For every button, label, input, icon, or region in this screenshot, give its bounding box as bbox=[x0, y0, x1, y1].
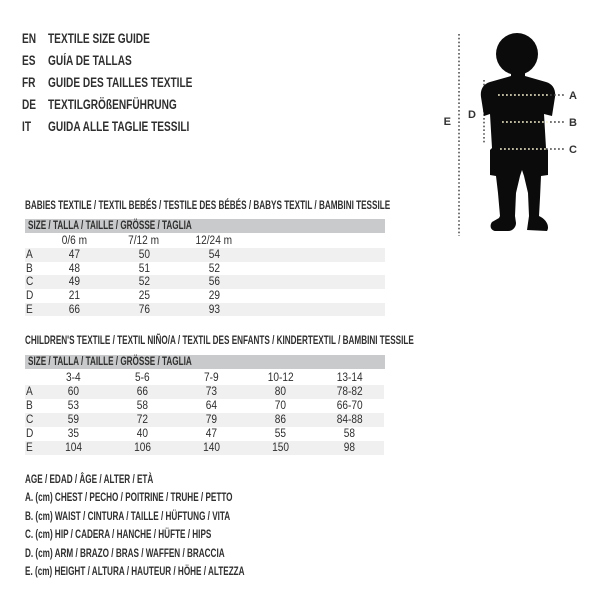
measure-label-chest: A bbox=[569, 90, 577, 102]
cell-value: 66 bbox=[68, 303, 80, 316]
cell-value: 79 bbox=[205, 414, 218, 426]
measure-label-arm: D bbox=[468, 109, 476, 121]
row-label: D bbox=[26, 289, 34, 302]
column-header: 10-12 bbox=[267, 372, 294, 384]
language-label: GUIDA ALLE TAGLIE TESSILI bbox=[48, 119, 190, 134]
cell-value: 104 bbox=[65, 442, 82, 454]
legend-age: AGE / EDAD / ÂGE / ALTER / ETÀ bbox=[25, 472, 154, 486]
cell-value: 52 bbox=[138, 276, 150, 289]
legend-item-chest: A. (cm) CHEST / PECHO / POITRINE / TRUHE / PETTO bbox=[25, 490, 233, 505]
cell-value: 60 bbox=[67, 386, 80, 398]
cell-value: 70 bbox=[274, 400, 287, 412]
column-header: 5-6 bbox=[135, 372, 150, 384]
column-header: 13-14 bbox=[336, 372, 363, 384]
table-row bbox=[25, 385, 384, 399]
legend-item-hip: C. (cm) HIP / CADERA / HANCHE / HÜFTE / HIPS bbox=[25, 527, 212, 542]
cell-value: 66 bbox=[136, 386, 149, 398]
language-label: GUÍA DE TALLAS bbox=[48, 53, 132, 68]
language-label: TEXTILGRÖßENFÜHRUNG bbox=[48, 97, 177, 112]
babies-section-heading: BABIES TEXTILE / TEXTIL BEBÉS / TESTILE DES BÉBÉS / BABYS TEXTIL / BAMBINI TESSILE bbox=[25, 198, 391, 212]
row-label: C bbox=[26, 276, 34, 289]
cell-value: 72 bbox=[136, 414, 149, 426]
cell-value: 93 bbox=[208, 303, 220, 316]
list-item bbox=[22, 94, 241, 116]
measure-label-waist: B bbox=[569, 117, 577, 129]
cell-value: 25 bbox=[138, 289, 150, 302]
cell-value: 150 bbox=[272, 442, 289, 454]
cell-value: 47 bbox=[68, 248, 80, 261]
babies-size-table bbox=[25, 234, 385, 316]
cell-value: 84-88 bbox=[336, 414, 363, 426]
cell-value: 29 bbox=[208, 289, 220, 302]
table-row bbox=[25, 441, 384, 455]
cell-value: 98 bbox=[343, 442, 356, 454]
cell-value: 64 bbox=[205, 400, 218, 412]
column-header: 12/24 m bbox=[195, 235, 233, 247]
cell-value: 35 bbox=[67, 428, 80, 440]
list-item bbox=[22, 50, 241, 72]
table-row bbox=[25, 413, 384, 427]
language-code: ES bbox=[22, 53, 36, 68]
language-code: IT bbox=[22, 119, 31, 134]
babies-size-bar-label: SIZE / TALLA / TAILLE / GRÖSSE / TAGLIA bbox=[28, 218, 192, 232]
cell-value: 58 bbox=[136, 400, 149, 412]
language-list bbox=[22, 28, 241, 138]
table-row bbox=[25, 427, 384, 441]
measurement-legend bbox=[25, 470, 348, 580]
legend-item-waist: B. (cm) WAIST / CINTURA / TAILLE / HÜFTUNG / VITA bbox=[25, 508, 231, 523]
babies-header-row bbox=[25, 234, 385, 248]
cell-value: 106 bbox=[134, 442, 151, 454]
list-item bbox=[22, 28, 241, 50]
table-row bbox=[25, 399, 384, 413]
column-header: 3-4 bbox=[66, 372, 81, 384]
language-code: EN bbox=[22, 31, 37, 46]
cell-value: 49 bbox=[68, 276, 80, 289]
table-row bbox=[25, 303, 385, 317]
legend-item-height: E. (cm) HEIGHT / ALTURA / HAUTEUR / HÖHE / ALTEZZA bbox=[25, 563, 245, 578]
children-size-bar-label: SIZE / TALLA / TAILLE / GRÖSSE / TAGLIA bbox=[28, 354, 192, 368]
measure-label-height: E bbox=[443, 116, 451, 128]
language-code: DE bbox=[22, 97, 37, 112]
cell-value: 53 bbox=[67, 400, 80, 412]
row-label: A bbox=[26, 248, 33, 261]
cell-value: 48 bbox=[68, 262, 80, 275]
cell-value: 54 bbox=[208, 248, 220, 261]
table-row bbox=[25, 289, 385, 303]
row-label: C bbox=[26, 414, 34, 426]
list-item bbox=[22, 72, 241, 94]
cell-value: 78-82 bbox=[336, 386, 363, 398]
cell-value: 140 bbox=[203, 442, 220, 454]
row-label: E bbox=[26, 442, 33, 454]
children-header-row bbox=[25, 371, 384, 385]
cell-value: 21 bbox=[68, 289, 80, 302]
column-header: 0/6 m bbox=[61, 235, 87, 247]
row-label: D bbox=[26, 428, 34, 440]
cell-value: 51 bbox=[138, 262, 150, 275]
language-label: TEXTILE SIZE GUIDE bbox=[48, 31, 150, 46]
table-row bbox=[25, 248, 385, 262]
language-code: FR bbox=[22, 75, 36, 90]
row-label: A bbox=[26, 386, 33, 398]
cell-value: 66-70 bbox=[336, 400, 363, 412]
cell-value: 80 bbox=[274, 386, 287, 398]
list-item bbox=[22, 116, 241, 138]
column-header: 7-9 bbox=[204, 372, 219, 384]
table-row bbox=[25, 262, 385, 276]
row-label: E bbox=[26, 303, 33, 316]
cell-value: 56 bbox=[208, 276, 220, 289]
measure-label-hip: C bbox=[569, 144, 577, 156]
children-size-table bbox=[25, 371, 384, 455]
children-section-heading: CHILDREN'S TEXTILE / TEXTIL NIÑO/A / TEXTIL DES ENFANTS / KINDERTEXTIL / BAMBINI TESSILE bbox=[25, 333, 414, 347]
cell-value: 50 bbox=[138, 248, 150, 261]
cell-value: 58 bbox=[343, 428, 356, 440]
cell-value: 52 bbox=[208, 262, 220, 275]
cell-value: 40 bbox=[136, 428, 149, 440]
row-label: B bbox=[26, 400, 33, 412]
language-label: GUIDE DES TAILLES TEXTILE bbox=[48, 75, 193, 90]
legend-item-arm: D. (cm) ARM / BRAZO / BRAS / WAFFEN / BRACCIA bbox=[25, 545, 225, 560]
cell-value: 86 bbox=[274, 414, 287, 426]
cell-value: 76 bbox=[138, 303, 150, 316]
cell-value: 73 bbox=[205, 386, 218, 398]
cell-value: 59 bbox=[67, 414, 80, 426]
cell-value: 47 bbox=[205, 428, 218, 440]
row-label: B bbox=[26, 262, 33, 275]
column-header: 7/12 m bbox=[128, 235, 160, 247]
cell-value: 55 bbox=[274, 428, 287, 440]
table-row bbox=[25, 275, 385, 289]
